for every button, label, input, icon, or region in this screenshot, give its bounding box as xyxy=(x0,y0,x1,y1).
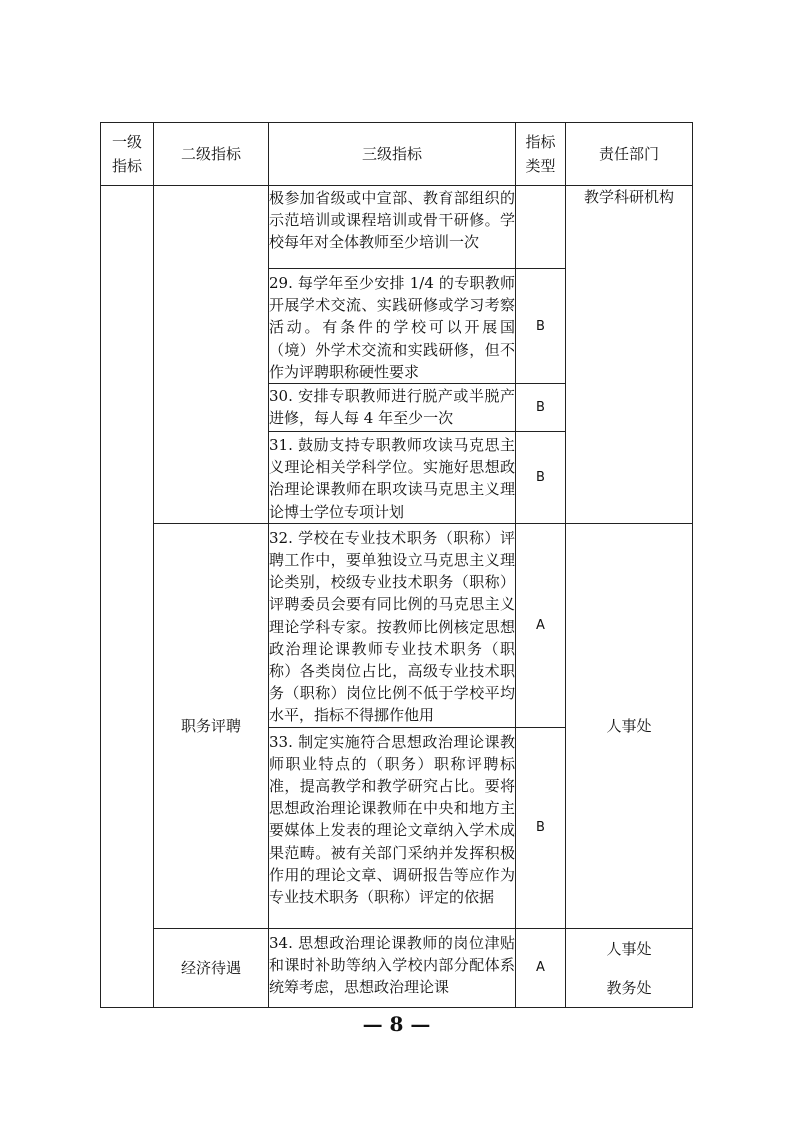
item-text: 30. 安排专职教师进行脱产或半脱产进修，每人每 4 年至少一次 xyxy=(269,384,516,432)
header-level1: 一级 指标 xyxy=(101,123,154,186)
dept-line: 人事处 xyxy=(606,939,652,958)
level2-label-zhiwupinpin: 职务评聘 xyxy=(154,523,269,928)
level2-label-jingjidaiyu: 经济待遇 xyxy=(154,928,269,1007)
item-text: 33. 制定实施符合思想政治理论课教师职业特点的（职务）职称评聘标准，提高教学和教学研究占比。要将思想政治理论课教师在中央和地方主要媒体上发表的理论文章纳入学术成果范畴。被有关部门采纳并发挥积极作用的理论文章、调研报告等应作为专业技术职务（职称）评定的依据 xyxy=(269,727,516,928)
item-text: 32. 学校在专业技术职务（职称）评聘工作中，要单独设立马克思主义理论类别，校级专业技术职务（职称）评聘委员会要有同比例的马克思主义理论学科专家。按教师比例核定思想政治理论课教师专业技术职务（职称）各类岗位占比，高级专业技术职务（职称）岗位比例不低于学校平均水平，指标不得挪作他用 xyxy=(269,523,516,727)
item-type: B xyxy=(516,384,566,432)
item-text: 29. 每学年至少安排 1/4 的专职教师开展学术交流、实践研修或学习考察活动。有条件的学校可以开展国（境）外学术交流和实践研修，但不作为评聘职称硬性要求 xyxy=(269,269,516,384)
header-type: 指标 类型 xyxy=(516,123,566,186)
header-level3: 三级指标 xyxy=(269,123,516,186)
table-row xyxy=(101,523,693,727)
item-text: 31. 鼓励支持专职教师攻读马克思主义理论相关学科学位。实施好思想政治理论课教师在职攻读马克思主义理论博士学位专项计划 xyxy=(269,432,516,524)
dept-line: 教务处 xyxy=(606,978,652,997)
item-type: B xyxy=(516,432,566,524)
level1-cell xyxy=(101,186,154,1008)
item-type: A xyxy=(516,928,566,1007)
dept-cell: 人事处 xyxy=(566,523,693,928)
indicator-table xyxy=(100,122,693,1008)
table-header-row xyxy=(101,123,693,186)
table-row xyxy=(101,928,693,1007)
item-text: 极参加省级或中宣部、教育部组织的示范培训或课程培训或骨干研修。学校每年对全体教师至少培训一次 xyxy=(269,186,516,269)
header-level2: 二级指标 xyxy=(154,123,269,186)
item-type: B xyxy=(516,727,566,928)
item-type: B xyxy=(516,269,566,384)
level2-cell-continued xyxy=(154,186,269,524)
item-type: A xyxy=(516,523,566,727)
dept-cell xyxy=(566,928,693,1007)
header-dept: 责任部门 xyxy=(566,123,693,186)
item-type xyxy=(516,186,566,269)
item-text: 34. 思想政治理论课教师的岗位津贴和课时补助等纳入学校内部分配体系统筹考虑，思想政治理论课 xyxy=(269,928,516,1007)
table-row xyxy=(101,186,693,269)
dept-cell: 教学科研机构 xyxy=(566,186,693,524)
page-number: — 8 — xyxy=(362,1012,431,1036)
